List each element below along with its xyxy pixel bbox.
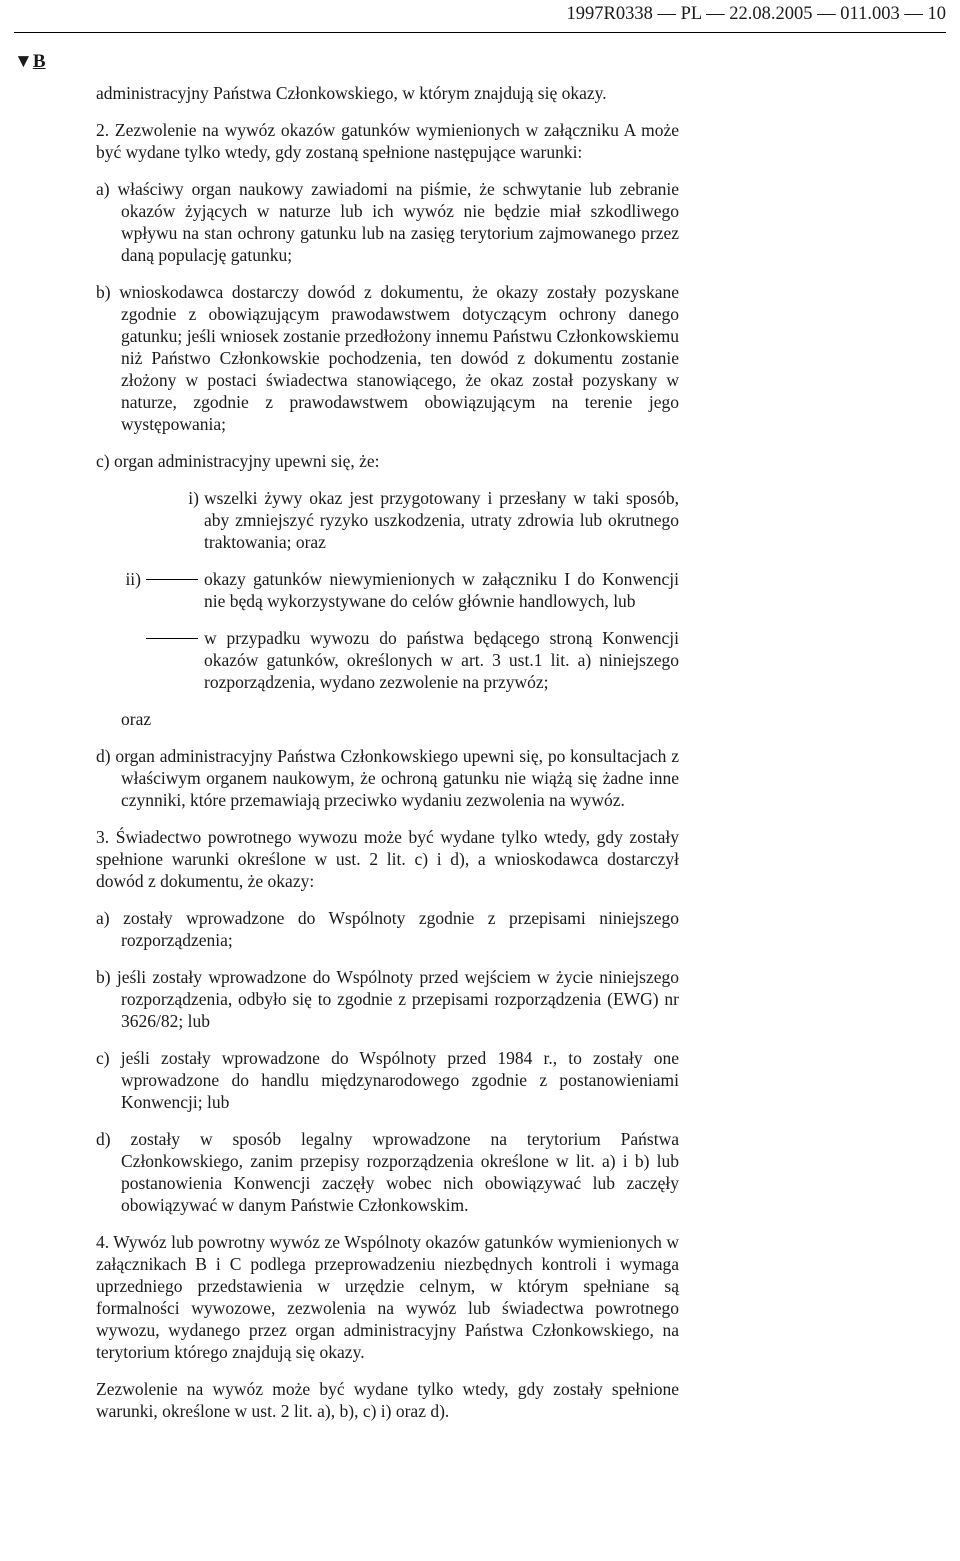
paragraph-2a: a) właściwy organ naukowy zawiadomi na piśmie, że schwytanie lub zebranie okazów żyjących w naturze lub ich wywóz nie będzie miał szkodliwego wpływu na stan ochrony gatunku lub na zasięg terytorium zajmowanego przez daną populację gatunku; <box>96 179 679 265</box>
paragraph-3a: a) zostały wprowadzone do Wspólnoty zgodnie z przepisami niniejszego rozporządzenia; <box>96 908 679 950</box>
doc-version: 011.003 <box>840 4 900 24</box>
paragraph-2c: c) organ administracyjny upewni się, że: <box>96 451 380 471</box>
paragraph-2b: b) wnioskodawca dostarczy dowód z dokumentu, że okazy zostały pozyskane zgodnie z obowiązującym prawodawstwem dotyczącym ochrony danego gatunku; jeśli wniosek zostanie przedłożony innemu Państwu Członkowskiemu niż Państwo Członkowskie pochodzenia, ten dowód z dokumentu zostanie złożony w postaci świadectwa stanowiącego, że okaz został pozyskany w naturze, zgodnie z prawodawstwem obowiązującym na terenie jego występowania; <box>96 282 679 434</box>
conjunction-oraz: oraz <box>121 709 152 729</box>
subitem-text: wszelki żywy okaz jest przygotowany i przesłany w taki sposób, aby zmniejszyć ryzyko uszkodzenia, utraty zdrowia lub okrutnego traktowania; oraz <box>204 488 679 552</box>
subitem-c-ii-second <box>121 627 679 693</box>
subitem-c-ii-first <box>121 568 679 612</box>
subitem-text: okazy gatunków niewymienionych w załączniku I do Konwencji nie będą wykorzystywane do celów głównie handlowych, lub <box>204 569 679 611</box>
paragraph-2d: d) organ administracyjny Państwa Członkowskiego upewni się, po konsultacjach z właściwym organem naukowym, że ochroną gatunku nie wiążą się żadne inne czynniki, które przemawiają przeciwko wydaniu zezwolenia na wywóz. <box>96 746 679 810</box>
paragraph-5: Zezwolenie na wywóz może być wydane tylko wtedy, gdy zostały spełnione warunki, określone w ust. 2 lit. a), b), c) i) oraz d). <box>96 1379 679 1421</box>
amendment-marker <box>14 50 46 74</box>
paragraph-3: 3. Świadectwo powrotnego wywozu może być wydane tylko wtedy, gdy zostały spełnione warunki określone w ust. 2 lit. c) i d), a wnioskodawca dostarczył dowód z dokumentu, że okazy: <box>96 827 679 891</box>
triangle-down-icon: ▼ <box>14 51 33 72</box>
header-rule <box>14 32 946 33</box>
paragraph-3b: b) jeśli zostały wprowadzone do Wspólnoty przed wejściem w życie niniejszego rozporządzenia, odbyło się to zgodnie z przepisami rozporządzenia (EWG) nr 3626/82; lub <box>96 967 679 1031</box>
em-dash-rule <box>146 638 198 639</box>
paragraph-3c: c) jeśli zostały wprowadzone do Wspólnoty przed 1984 r., to zostały one wprowadzone do handlu międzynarodowego zgodnie z postanowieniami Konwencji; lub <box>96 1048 679 1112</box>
em-dash-rule <box>146 579 198 580</box>
paragraph-4: 4. Wywóz lub powrotny wywóz ze Wspólnoty okazów gatunków wymienionych w załącznikach B i C podlega przeprowadzeniu niezbędnych kontroli i wymaga uprzedniego przedstawienia w urzędzie celnym, w którym spełniane są formalności wywozowe, zezwolenia na wywóz lub świadectwa powrotnego wywozu, wydanego przez organ administracyjny Państwa Członkowskiego, na terytorium którego znajdują się okazy. <box>96 1232 679 1362</box>
paragraph-2: 2. Zezwolenie na wywóz okazów gatunków wymienionych w załączniku A może być wydane tylko wtedy, gdy zostaną spełnione następujące warunki: <box>96 120 679 162</box>
subitem-label: ii) <box>125 569 141 589</box>
subitem-label: i) <box>188 488 199 508</box>
doc-date: 22.08.2005 <box>729 4 813 24</box>
subitem-text: w przypadku wywozu do państwa będącego stroną Konwencji okazów gatunków, określonych w art. 3 ust.1 lit. a) niniejszego rozporządzenia, wydano zezwolenie na przywóz; <box>204 628 679 692</box>
doc-id: 1997R0338 <box>566 4 653 24</box>
paragraph-3d: d) zostały w sposób legalny wprowadzone na terytorium Państwa Członkowskiego, zanim przepisy rozporządzenia określone w lit. a) i b) lub postanowienia Konwencji zaczęły wobec nich obowiązywać lub zaczęły obowiązywać w danym Państwie Członkowskim. <box>96 1129 679 1215</box>
page-header: 1997R0338 — PL — 22.08.2005 — 011.003 — 10 <box>566 4 946 24</box>
paragraph-continuation: administracyjny Państwa Członkowskiego, w którym znajdują się okazy. <box>96 83 607 103</box>
doc-lang: PL <box>680 4 702 24</box>
subitem-c-i <box>121 487 679 553</box>
page-number: 10 <box>927 4 946 24</box>
document-body <box>96 82 679 1437</box>
marker-letter: B <box>32 51 46 72</box>
